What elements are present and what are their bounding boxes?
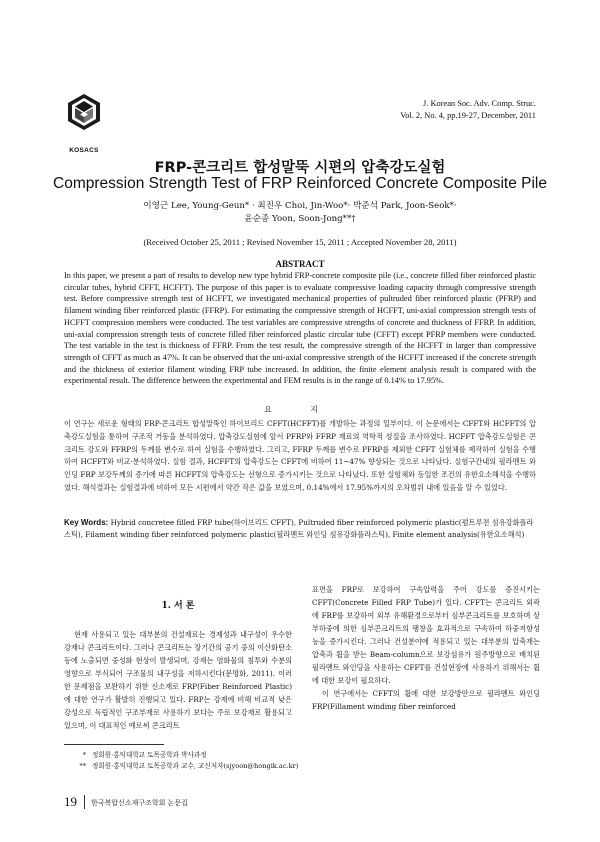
footnote-item: * 정회원·홍익대학교 토목공학과 박사과정 [82,751,207,759]
journal-volume: Vol. 2, No. 4, pp.19-27, December, 2011 [400,111,536,120]
footer-divider [84,795,85,809]
title-english: Compression Strength Test of FRP Reinforced Concrete Composite Pile [53,175,547,192]
body-paragraph: 이 연구에서는 CFFT의 휨에 대한 보강방안으로 필라멘트 와인딩 FRP(Fillament winding fiber reinforced [312,689,540,711]
keywords-label: Key Words: [64,518,109,527]
page-number: 19 [64,794,77,809]
abstract-heading: ABSTRACT [275,259,325,269]
footer-journal-name: 한국복합신소재구조학회 논문집 [91,799,188,807]
footnotes [64,750,536,772]
footnote-divider [64,744,164,745]
logo-text: KOSACS [69,147,99,154]
title-korean: FRP-콘크리트 합성말뚝 시편의 압축강도실험 [154,160,446,176]
journal-citation [286,98,536,122]
keywords-text: Hybrid concretee filled FRP tube(하이브리드 CFFT), Pultruded fiber reinforced polymeric plastic(펄트루젼 섬유강화플라스틱), Filament winding fiber reinforced polymeric plastic(필라멘트 와인딩 섬유강화플라스틱), Finite element analysis(유한요소해석) [64,518,534,539]
kosacs-logo-icon [64,92,104,146]
authors-line-1: 이영근 Lee, Young-Geun* · 최진우 Choi, Jin-Woo*· 박준석 Park, Joon-Seok*· [143,201,457,211]
footnote-item: ** 정회원·홍익대학교 토목공학과 교수, 교신저자(sjyoon@hongik.ac.kr) [79,762,299,770]
authors-line-2: 윤순종 Yoon, Soon-Jong**† [244,214,356,224]
abstract-text: In this paper, we present a part of results to develop new type hybrid FRP-concrete composite pile (i.e., concrete filled fiber reinforced plastic circular tubes, hybrid CFFT, HCFFT). The purpose of this paper is to evaluate compressive loading capacity through compressive strength test. Before compressive strength test of HCFFT, we investigated mechanical properties of pultruded fiber reinforced plastic (PFRP) and filament winding fiber reinforced plastic (FFRP). For estimating the compressive strength of HCFFT, uni-axial compression strength tests of HCFFT compression members were conducted. The test variables are compressive strengths of concrete and thickness of FFRP. In addition, uni-axial compression strength tests of concrete filled fiber reinforced plastic circular tube (CFFT) except PFRP members were conducted. The test variable in the test is thickness of FFRP. From the test result, the compressive strength of the HCFFT in larger than compressive strength of CFFT as much as 47%. It can be observed that the uni-axial compressive strength of the HCFFT increased if the concrete strength and the thickness of exterior filament winding FRP tube increased. In addition, the finite element analysis result is compared with the experimental result. The difference between the experimental and FEM results is in the range of 0.14% to 17.95%. [64,271,536,386]
authors [0,200,600,226]
body-column-right [312,583,540,713]
body-column-left [64,598,292,732]
body-paragraph: 표면을 FRP로 보강하여 구속압력을 주어 강도를 증진시키는 CFFT(Concrete Filled FRP Tube)가 있다. CFFT는 콘크리트 외곽에 FRP를 보강하여 외부 유해환경으로부터 심부콘크리트를 보호하며 상부하중에 의한 심부콘크리트의 팽창을 효과적으로 구속하여 하중저항성능을 증가시킨다. 그러나 건설분야에 적용되고 있는 대부분의 압축재는 압축과 휨을 받는 Beam-column으로 보강섬유가 원주방향으로 배치된 필라멘트 와인딩을 사용하는 CFFT를 건설현장에 사용하기 위해서는 휨에 대한 보강이 필요하다. [312,585,540,685]
korean-summary-text: 이 연구는 새로운 형태의 FRP-콘크리트 합성말뚝인 하이브리드 CFFT(HCFFT)를 개발하는 과정의 일부이다. 이 논문에서는 CFFT와 HCFFT의 압축강도실험을 통하여 구조적 거동을 분석하였다. 압축강도실험에 앞서 PFRP와 FFRP 재료의 역학적 성질을 조사하였다. HCFFT 압축강도실험은 콘크리트 강도와 FFRP의 두께를 변수로 하여 실험을 수행하였다. 그리고, FFRP 두께를 변수로 PFRP를 제외한 CFFT 실험체를 제작하여 실험을 수행하여 HCFFT와 비교·분석하였다. 실험 결과, HCFFT의 압축강도는 CFFT에 비하여 11~47% 향상되는 것으로 나타났다. 실험구간내의 필라멘트 와인딩 FRP 보강두께의 증가에 따른 HCFFT의 압축강도는 선형으로 증가시키는 것으로 나타났다. 또한 실험체와 동일한 조건의 유한요소해석을 수행하였다. 해석결과는 실험결과에 비하여 모든 시편에서 약간 작은 값을 보였으며, 0.14%에서 17.95%까지의 오차범위 내에 있음을 알 수 있었다. [64,419,536,492]
received-dates: (Received October 25, 2011 ; Revised November 15, 2011 ; Accepted November 28, 2011) [143,237,457,247]
korean-summary-heading: 요 지 [264,405,336,414]
body-paragraph: 현재 사용되고 있는 대부분의 건설재료는 경제성과 내구성이 우수한 강재나 콘크리트이다. 그러나 콘크리트는 장기간의 공기 중의 이산화탄소 등에 노출되면 중성화 현상이 발생되며, 강재는 염화물의 침투와 수분의 영향으로 부식되어 구조물의 내구성을 저하시킨다(문명화, 2011). 이러한 문제점을 보완하기 위한 신소재로 FRP(Fiber Reinforced Plastic)에 대한 연구가 활발히 진행되고 있다. FRP는 강재에 비해 비교적 낮은 강성으로 독립적인 구조부재로 사용하기 보다는 주로 보강재로 활용되고 있으며, 이 대표적인 예로써 콘크리트 [64,630,292,730]
keywords [64,517,536,541]
journal-name: J. Korean Soc. Adv. Comp. Struc. [423,99,536,108]
section-heading-introduction: 1. 서 론 [161,601,195,611]
